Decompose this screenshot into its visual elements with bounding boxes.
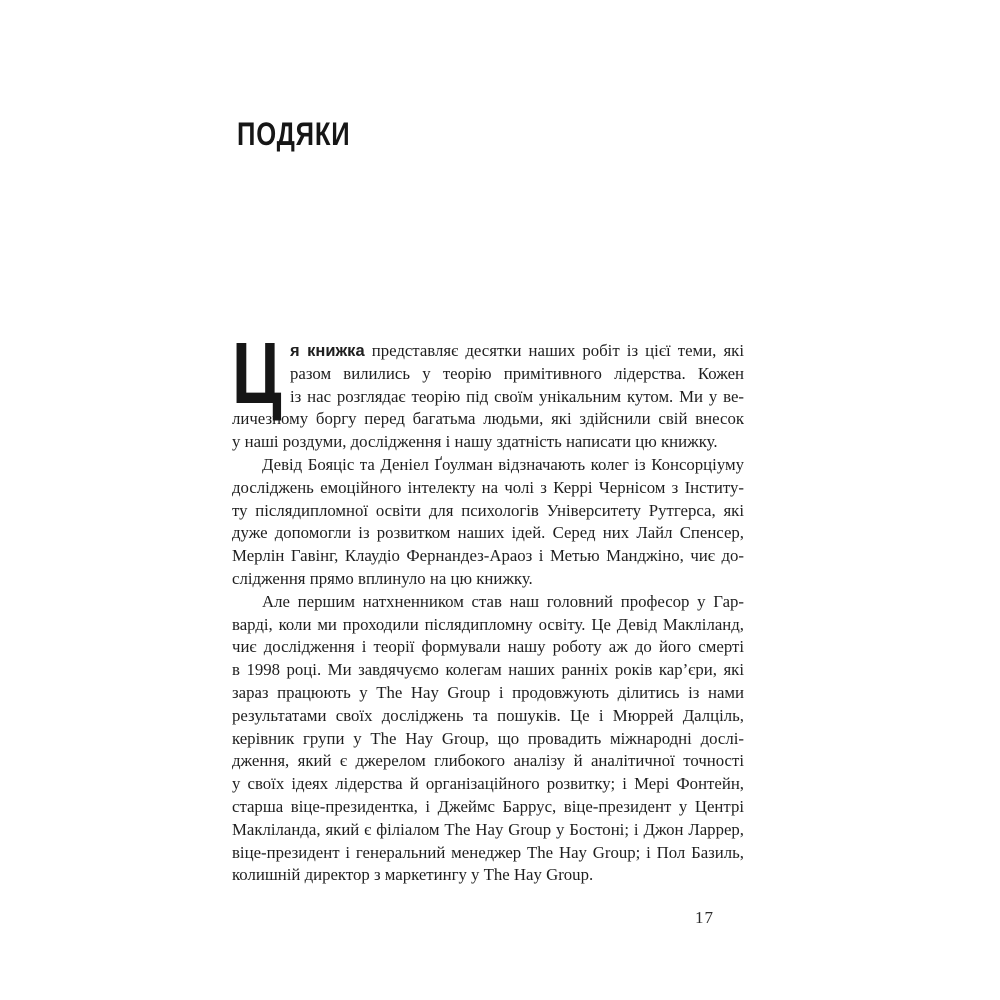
text-line: чиє дослідження і теорії формували нашу роботу аж до його смерті [232,637,744,657]
text-line: в 1998 році. Ми завдячуємо колегам наших ранніх років кар’єри, які [232,660,744,680]
text-line: у наші роздуми, дослідження і нашу здатність написати цю книжку. [232,432,718,452]
text-line: ту післядипломної освіти для психологів Університету Рутгерса, які [232,500,744,520]
text-line: Але першим натхненником став наш головний професор у Гар- [262,591,744,611]
drop-cap-box [232,325,290,422]
paragraph-1 [232,325,744,454]
paragraph-2 [232,454,744,591]
text-line: із нас розглядає теорію під своїм унікальним кутом. Ми у ве- [290,386,744,406]
body-text-block [232,325,744,887]
text-line: досліджень емоційного інтелекту на чолі з Керрі Чернісом з Інститу- [232,477,744,497]
text-line [232,340,744,363]
text-line: дуже допомогли із розвитком наших ідей. Серед них Лайл Спенсер, [232,523,744,543]
text-line-content: представляє десятки наших робіт із цієї теми, які [364,341,744,360]
text-line: результатами своїх досліджень та пошуків. Це і Мюррей Далціль, [232,705,744,725]
text-line: старша віце-президентка, і Джеймс Баррус, віце-президент у Центрі [232,796,744,816]
text-line: личезному боргу перед багатьма людьми, які здійснили свій внесок [232,409,744,429]
page-number: 17 [695,908,714,927]
chapter-heading: ПОДЯКИ [237,116,351,152]
text-line: Макліланда, який є філіалом The Hay Group у Бостоні; і Джон Ларрер, [232,819,744,839]
text-line: Мерлін Гавінг, Клаудіо Фернандез-Араоз і Метью Манджіно, чиє до- [232,546,744,566]
text-line: колишній директор з маркетингу у The Hay Group. [232,865,594,885]
text-line: варді, коли ми проходили післядипломну освіту. Це Девід Макліланд, [232,614,744,634]
text-line: у своїх ідеях лідерства й організаційного розвитку; і Мері Фонтейн, [232,774,744,794]
text-line: дження, який є джерелом глибокого аналізу й аналітичної точності [232,751,744,771]
text-line: віце-президент і генеральний менеджер The Hay Group; і Пол Базиль, [232,842,744,862]
text-line: разом вилились у теорію примітивного лідерства. Кожен [290,363,744,383]
text-line: зараз працюють у The Hay Group і продовжують ділитись із нами [232,682,744,702]
text-line: керівник групи у The Hay Group, що провадить міжнародні дослі- [232,728,744,748]
drop-cap-letter: Ц [232,325,282,422]
text-line: слідження прямо вплинуло на цю книжку. [232,568,533,588]
paragraph-3 [232,591,744,887]
lead-bold-text: я книжка [290,342,365,360]
text-line: Девід Бояціс та Деніел Ґоулман відзначають колег із Консорціуму [262,454,744,474]
